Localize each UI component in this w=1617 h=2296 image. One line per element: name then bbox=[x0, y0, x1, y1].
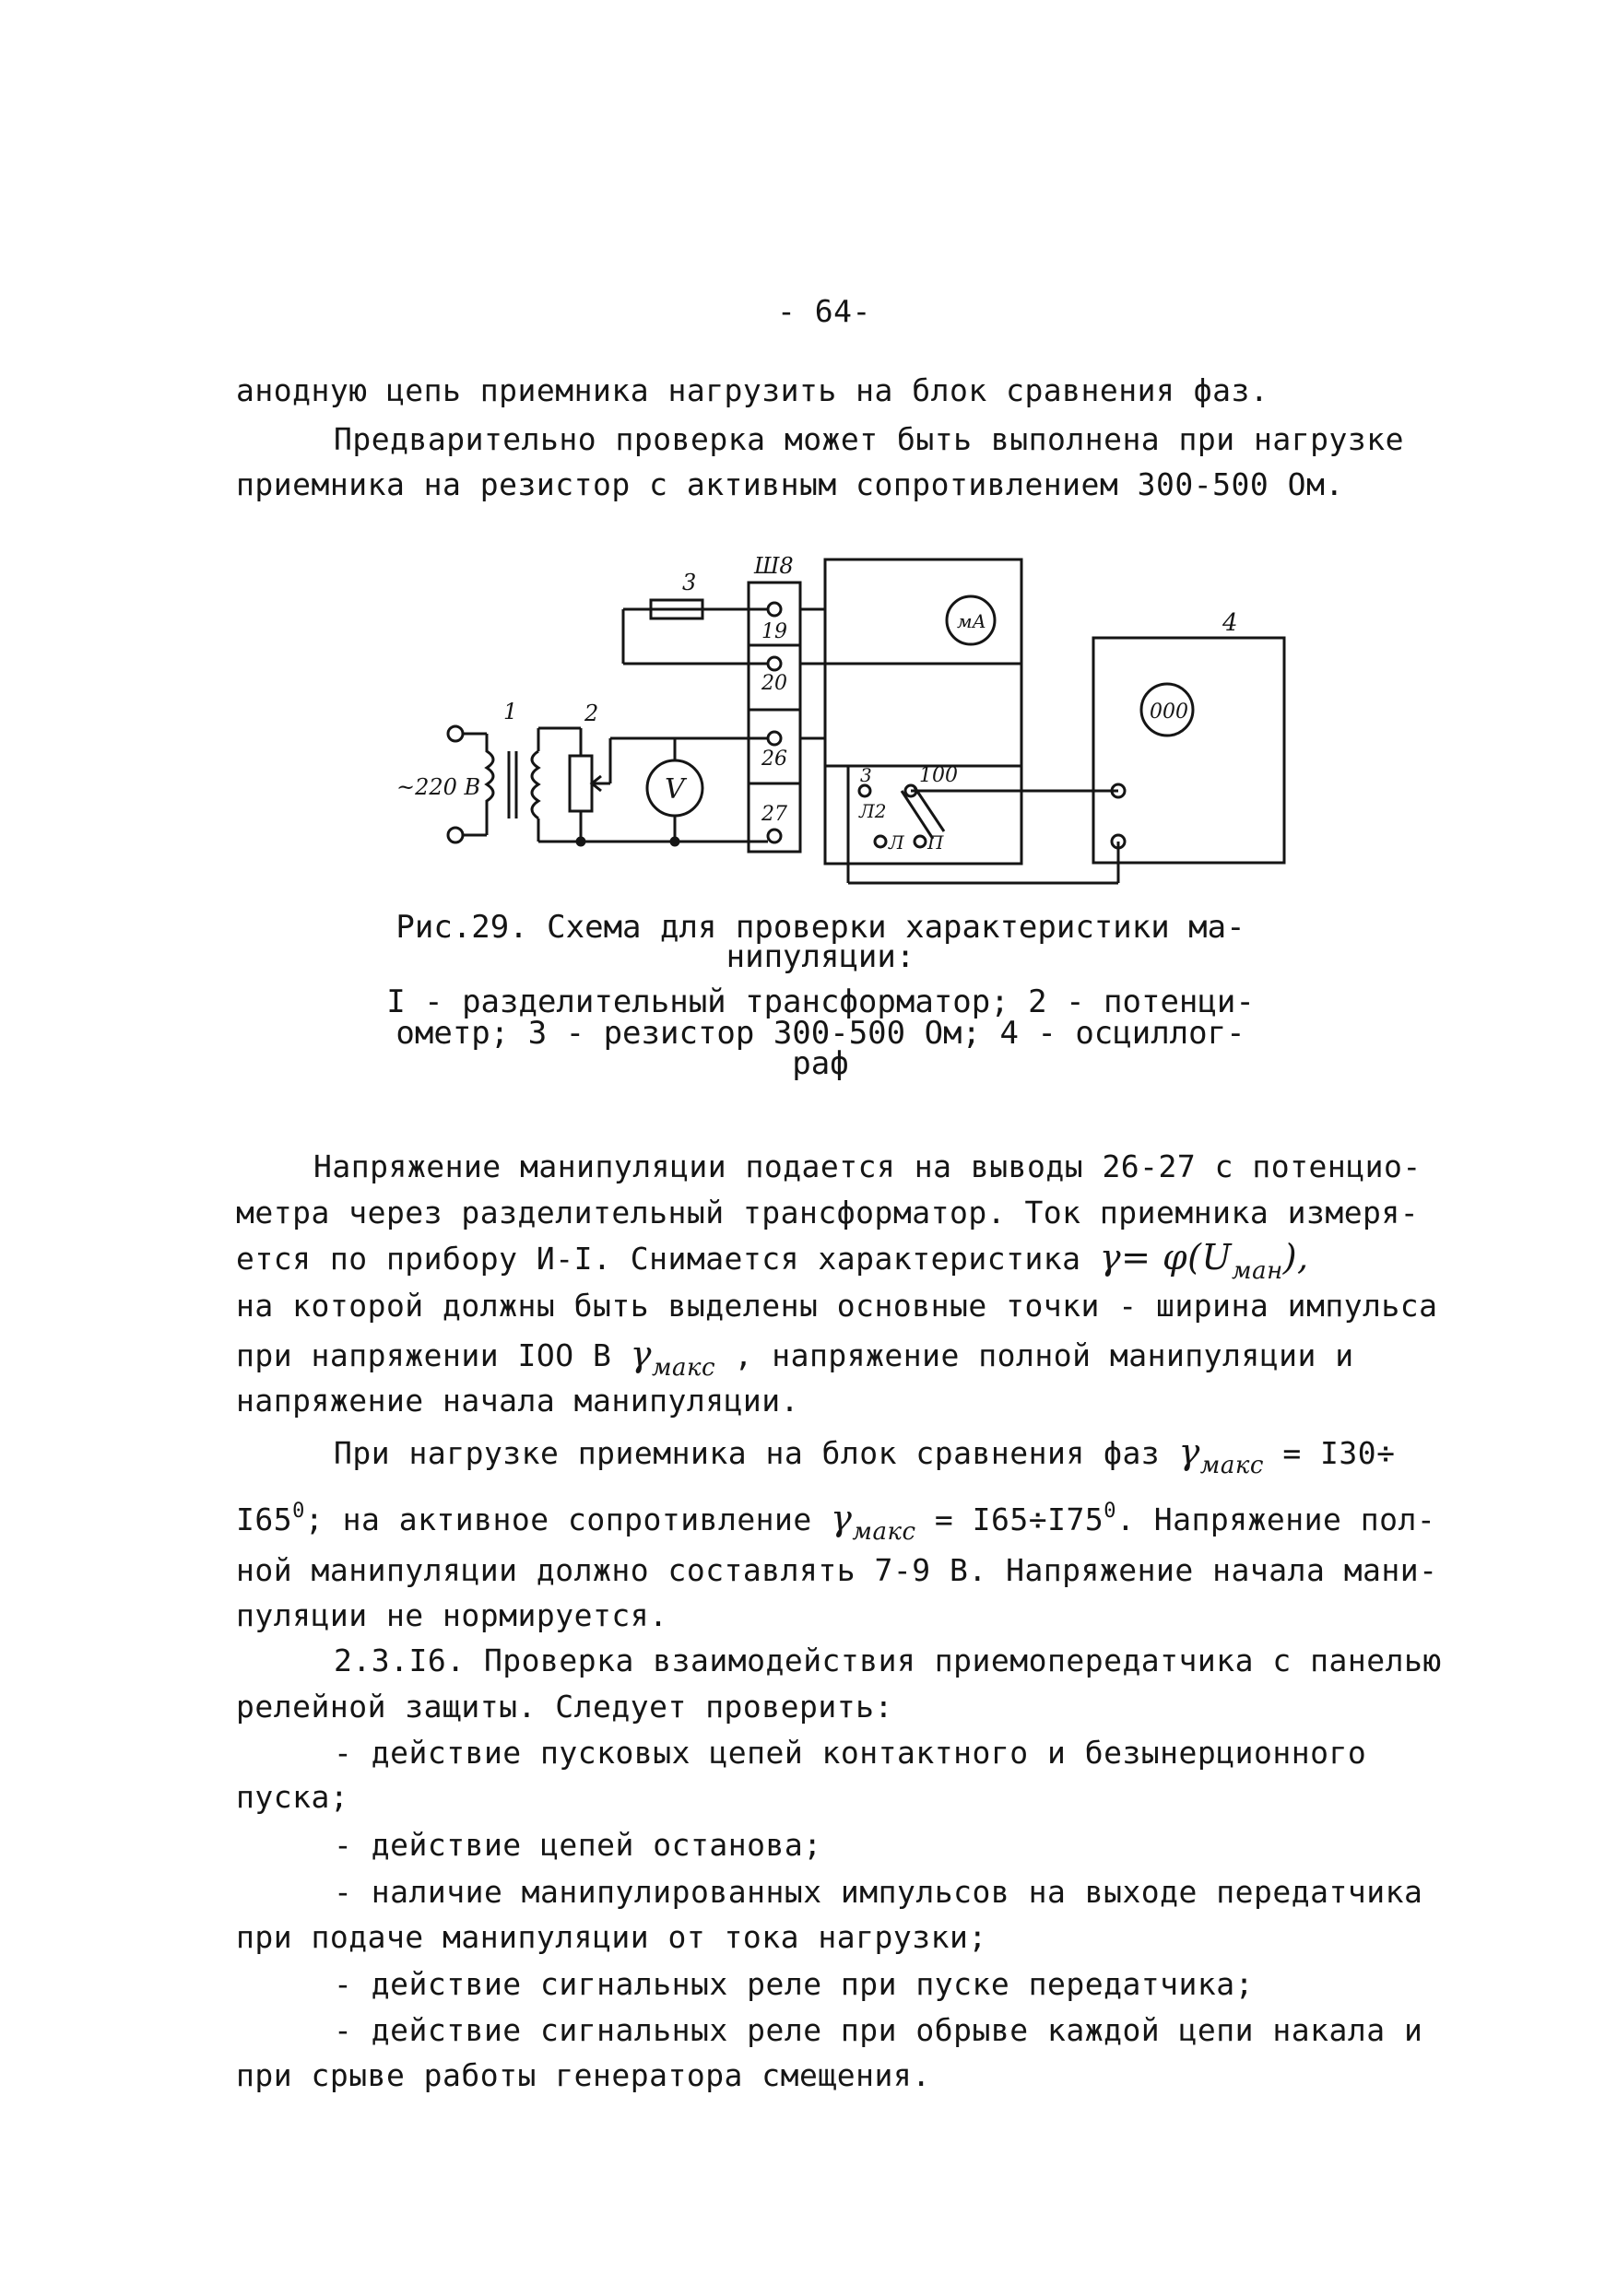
text-span: , напряжение полной манипуляции и bbox=[734, 1337, 1354, 1373]
formula: $\gamma_{макс}$ bbox=[831, 1498, 916, 1546]
text-line: Напряжение манипуляции подается на выводы 26-27 с потенцио- bbox=[313, 1148, 1422, 1184]
text-span: . Напряжение пол- bbox=[1115, 1501, 1436, 1537]
label-ma: мА bbox=[957, 610, 986, 632]
text-line bbox=[236, 1239, 1309, 1289]
text-line: на которой должны быть выделены основные точки - ширина импульса bbox=[236, 1288, 1438, 1324]
text-span: = I65÷I75 bbox=[934, 1501, 1104, 1537]
text-span: при напряжении IOO В bbox=[236, 1337, 612, 1373]
pin-19: 19 bbox=[761, 620, 787, 643]
text-line: напряжение начала манипуляции. bbox=[236, 1383, 800, 1419]
pin-27: 27 bbox=[761, 803, 787, 826]
label-1: 1 bbox=[503, 699, 518, 724]
potentiometer-2 bbox=[570, 756, 592, 811]
sw-l: Л bbox=[889, 831, 904, 854]
label-v: V bbox=[665, 773, 685, 806]
text-span: При нагрузке приемника на блок сравнения фаз bbox=[334, 1435, 1161, 1471]
text-line: метра через разделительный трансформатор. Ток приемника измеря- bbox=[236, 1195, 1420, 1230]
formula: $\gamma_{макс}$ bbox=[1178, 1431, 1264, 1479]
label-3: 3 bbox=[682, 570, 697, 595]
list-item: пуска; bbox=[236, 1779, 349, 1815]
text-span: = I30÷ bbox=[1282, 1435, 1396, 1471]
label-2: 2 bbox=[584, 701, 599, 726]
caption-line: нипуляции: bbox=[726, 938, 915, 975]
page-number: - 64- bbox=[777, 293, 871, 329]
text-line: ной манипуляции должно составлять 7-9 В. Напряжение начала мани- bbox=[236, 1552, 1438, 1588]
pin-26: 26 bbox=[761, 748, 787, 771]
label-osc: 000 bbox=[1150, 701, 1188, 724]
label-4: 4 bbox=[1222, 609, 1238, 637]
formula: $\gamma= \varphi(U_{ман})$, bbox=[1099, 1237, 1309, 1285]
text-line bbox=[236, 1493, 1435, 1550]
sw-p: П bbox=[927, 831, 944, 854]
text-line bbox=[236, 1336, 1354, 1386]
figure-caption bbox=[369, 909, 1272, 1082]
text-line: Предварительно проверка может быть выполнена при нагрузке bbox=[334, 421, 1404, 457]
text-span: ; на активное сопротивление bbox=[304, 1501, 812, 1537]
degree-mark: 0 bbox=[292, 1500, 305, 1523]
sw-3: 3 bbox=[860, 764, 872, 786]
sw-100: 100 bbox=[919, 764, 958, 787]
pin-20: 20 bbox=[761, 672, 787, 695]
list-item: - действие пусковых цепей контактного и безынерционного bbox=[334, 1735, 1367, 1771]
text-line: 2.3.I6. Проверка взаимодействия приемопередатчика с панелью bbox=[334, 1643, 1442, 1678]
formula: $\gamma_{макс}$ bbox=[630, 1334, 716, 1382]
oscilloscope-block bbox=[1093, 638, 1284, 863]
text-line: анодную цепь приемника нагрузить на блок сравнения фаз. bbox=[236, 372, 1269, 408]
text-line: релейной защиты. Следует проверить: bbox=[236, 1689, 893, 1725]
transformer-1 bbox=[487, 734, 493, 835]
caption-line: Рис.29. Схема для проверки характеристики ма- bbox=[395, 909, 1245, 946]
text-line: приемника на резистор с активным сопротивлением 300-500 Ом. bbox=[236, 466, 1344, 502]
list-item: - действие цепей останова; bbox=[334, 1827, 822, 1863]
list-item: - действие сигнальных реле при пуске передатчика; bbox=[334, 1966, 1255, 2002]
text-line bbox=[334, 1433, 1396, 1484]
degree-mark: 0 bbox=[1104, 1500, 1116, 1523]
label-voltage: ~220 В bbox=[396, 774, 481, 800]
caption-line: I - разделительный трансформатор; 2 - потенци- bbox=[386, 983, 1255, 1020]
list-item: при срыве работы генератора смещения. bbox=[236, 2057, 931, 2093]
text-line: пуляции не нормируется. bbox=[236, 1597, 668, 1633]
list-item: - наличие манипулированных импульсов на выходе передатчика bbox=[334, 1874, 1423, 1910]
list-item: - действие сигнальных реле при обрыве каждой цепи накала и bbox=[334, 2012, 1423, 2048]
label-sh8: Ш8 bbox=[754, 553, 794, 579]
caption-line: раф bbox=[792, 1045, 849, 1082]
text-span: ется по прибору И-I. Снимается характеристика bbox=[236, 1241, 1081, 1277]
sw-l2: Л2 bbox=[859, 800, 887, 822]
list-item: при подаче манипуляции от тока нагрузки; bbox=[236, 1919, 987, 1955]
caption-line: ометр; 3 - резистор 300-500 Ом; 4 - осциллог- bbox=[395, 1015, 1245, 1052]
text-span: I65 bbox=[236, 1501, 293, 1537]
